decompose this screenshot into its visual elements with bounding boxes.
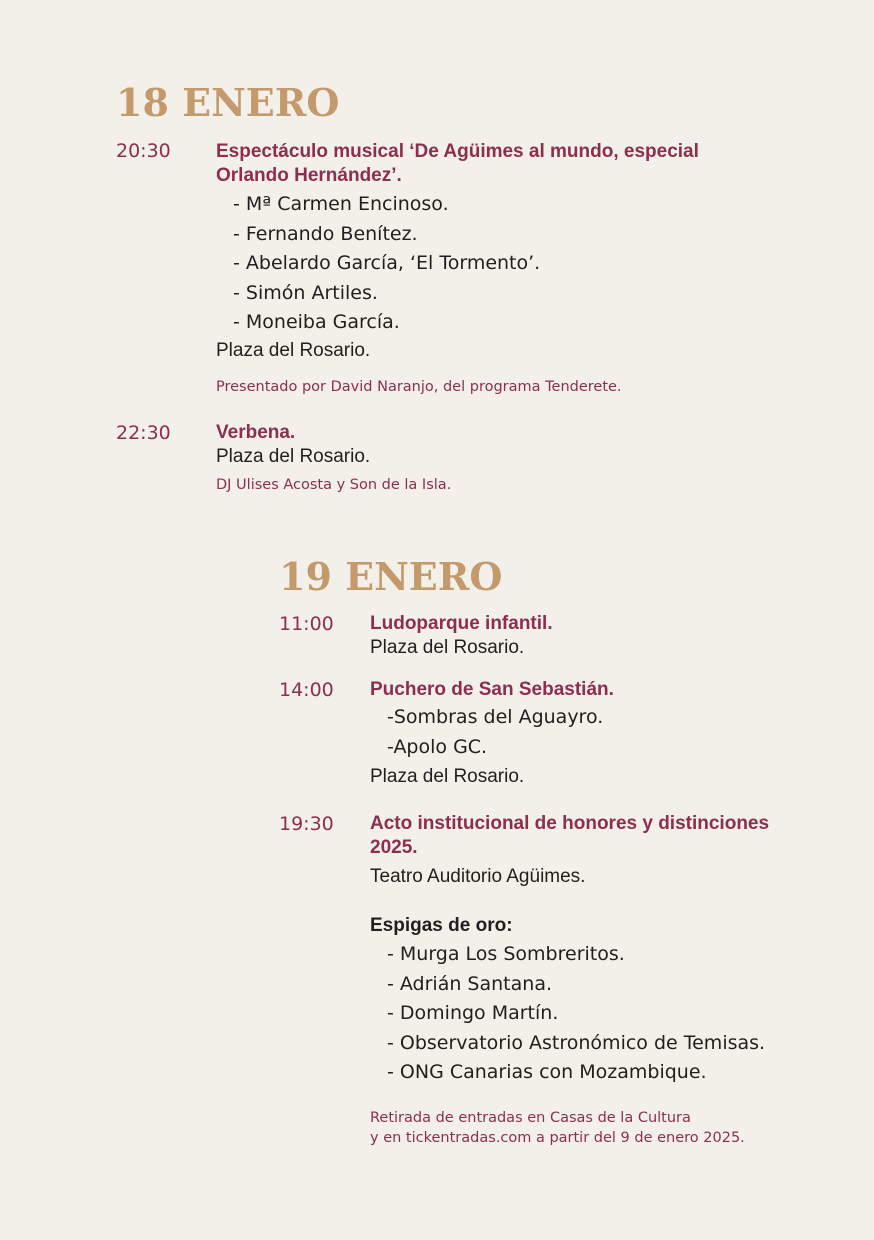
event-note: DJ Ulises Acosta y Son de la Isla. xyxy=(216,477,452,493)
event-note: Retirada de entradas en Casas de la Cultura y en tickentradas.com a partir del 9 de enero 2025. xyxy=(370,1109,745,1146)
list-item: - Adrián Santana. xyxy=(387,972,552,995)
list-item: - Moneiba García. xyxy=(233,311,400,333)
event-acto-institucional xyxy=(370,812,830,1148)
list-item: - Murga Los Sombreritos. xyxy=(387,943,625,965)
event-time: 22:30 xyxy=(116,422,171,444)
event-location: Teatro Auditorio Agüimes. xyxy=(370,866,586,887)
event-time: 19:30 xyxy=(279,813,334,835)
event-time: 14:00 xyxy=(279,679,334,701)
event-title: Espectáculo musical ‘De Agüimes al mundo, especial Orlando Hernández’. xyxy=(216,141,699,186)
list-item: -Apolo GC. xyxy=(387,735,488,758)
event-title: Puchero de San Sebastián. xyxy=(370,679,614,700)
event-location: Plaza del Rosario. xyxy=(216,446,371,467)
event-ludoparque xyxy=(370,612,810,660)
event-title: Acto institucional de honores y distinciones 2025. xyxy=(370,813,770,858)
event-espectaculo-musical xyxy=(216,140,736,397)
event-time: 20:30 xyxy=(116,140,171,162)
list-item: - Observatorio Astronómico de Temisas. xyxy=(387,1031,766,1054)
awards-heading: Espigas de oro: xyxy=(370,915,513,936)
list-item: - Simón Artiles. xyxy=(233,281,378,304)
day-heading-18-enero: 18 ENERO xyxy=(116,80,340,125)
performer-list xyxy=(370,703,810,762)
event-location: Plaza del Rosario. xyxy=(370,637,525,658)
event-title: Ludoparque infantil. xyxy=(370,613,553,634)
event-verbena xyxy=(216,421,736,495)
list-item: -Sombras del Aguayro. xyxy=(387,706,604,728)
list-item: - Fernando Benítez. xyxy=(233,222,418,245)
event-location: Plaza del Rosario. xyxy=(370,766,525,787)
event-time: 11:00 xyxy=(279,613,334,635)
list-item: - Domingo Martín. xyxy=(387,1002,559,1024)
performer-list xyxy=(216,190,736,338)
awards-list xyxy=(370,940,830,1088)
event-location: Plaza del Rosario. xyxy=(216,339,371,361)
list-item: - Mª Carmen Encinoso. xyxy=(233,193,449,215)
day-heading-19-enero: 19 ENERO xyxy=(279,554,503,599)
event-title: Verbena. xyxy=(216,422,296,443)
list-item: - ONG Canarias con Mozambique. xyxy=(387,1061,707,1083)
event-puchero xyxy=(370,678,810,789)
list-item: - Abelardo García, ‘El Tormento’. xyxy=(233,252,541,274)
event-note: Presentado por David Naranjo, del programa Tenderete. xyxy=(216,378,622,395)
